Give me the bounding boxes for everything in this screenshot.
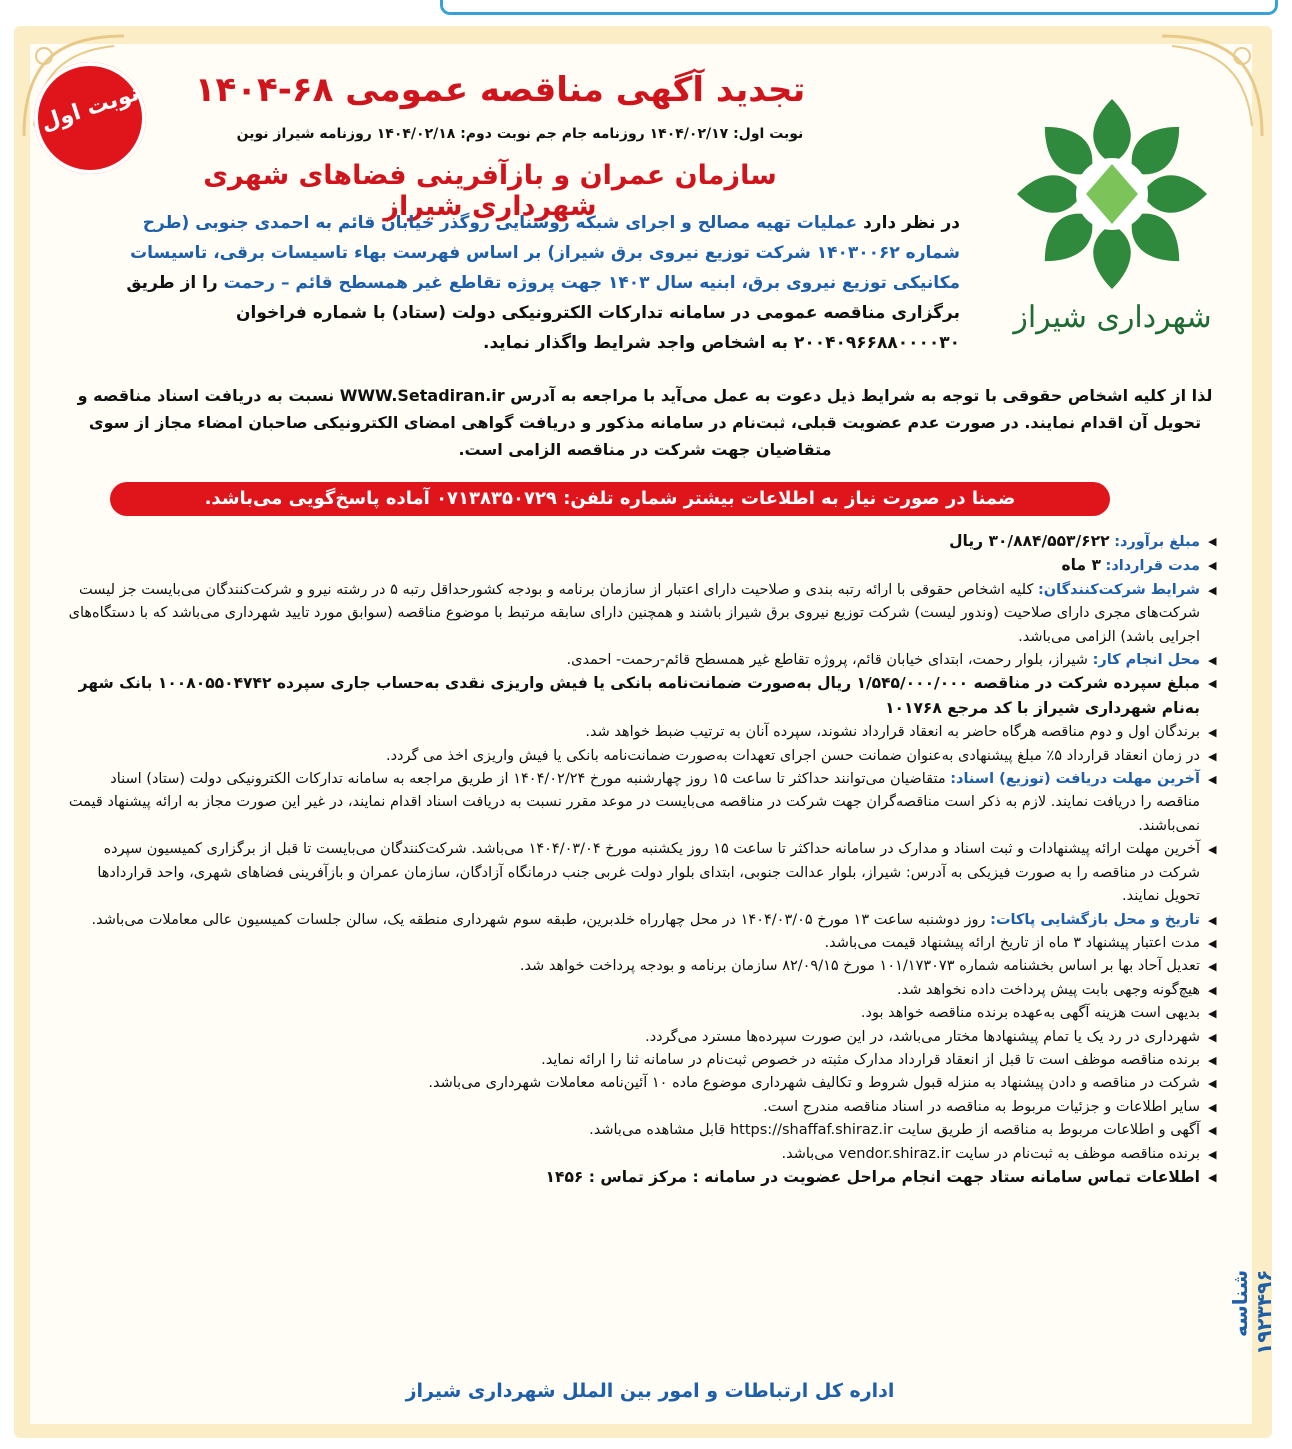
condition-item <box>66 649 1216 672</box>
organization-name: سازمان عمران و بازآفرینی فضاهای شهری شهرداری شیراز <box>203 160 777 222</box>
condition-item <box>66 1049 1216 1072</box>
condition-text: متقاضیان می‌توانند حداکثر تا ساعت ۱۵ روز چهارشنبه مورخ ۱۴۰۴/۰۲/۲۴ از طریق مراجعه به سامانه تدارکات الکترونیکی دولت (ستاد) اسناد مناقصه را دریافت نمایند. لازم به ذکر است مناقصه‌گران جهت شرکت در مناقصه می‌بایست در موعد مقرر نسبت به دریافت اسناد اقدام نمایند، در غیر این صورت مجاز به ارائه پیشنهاد قیمت نمی‌باشند. <box>68 771 1200 834</box>
badge-text: نوبت اول <box>37 80 143 137</box>
condition-item <box>66 530 1216 554</box>
condition-item <box>66 1119 1216 1142</box>
condition-text: مبلغ سپرده شرکت در مناقصه ۱/۵۴۵/۰۰۰/۰۰۰ ریال به‌صورت ضمانت‌نامه بانکی یا فیش واریزی نقدی به‌حساب جاری سپرده ۱۰۰۸۰۵۵۰۴۷۴۲ بانک شهر به‌نام شهرداری شیراز با کد مرجع ۱۰۱۷۶۸ <box>78 674 1200 717</box>
condition-item <box>66 768 1216 838</box>
condition-text: ۳۰/۸۸۴/۵۵۳/۶۲۲ ریال <box>949 532 1110 550</box>
condition-item <box>66 672 1216 721</box>
condition-item <box>66 979 1216 1002</box>
condition-text: اطلاعات تماس سامانه ستاد جهت انجام مراحل عضویت در سامانه : مرکز تماس : ۱۴۵۶ <box>545 1167 1200 1186</box>
footer-department: اداره کل ارتباطات و امور بین الملل شهرداری شیراز <box>405 1380 895 1402</box>
condition-text: مدت اعتبار پیشنهاد ۳ ماه از تاریخ ارائه پیشنهاد قیمت می‌باشد. <box>824 934 1200 951</box>
condition-item <box>66 579 1216 649</box>
condition-text: کلیه اشخاص حقوقی با ارائه رتبه بندی و صلاحیت دارای اعتبار از سازمان برنامه و بودجه کشورحداقل رتبه ۵ در رشته نیرو و شرکت‌کنندگان می‌بایست جز لیست شرکت‌های مجری دارای صلاحیت (وندور لیست) شرکت توزیع نیروی برق شیراز باشند و همچنین دارای سابقه مرتبط با موضوع مناقصه (سوابق مورد تایید شهرداری می‌باشد که با دستگاه‌های اجرایی باشد) الزامی می‌باشد. <box>68 581 1200 645</box>
condition-item <box>66 1026 1216 1049</box>
condition-text: شیراز، بلوار رحمت، ابتدای خیابان قائم، پروژه تقاطع غیر همسطح قائم-رحمت- احمدی. <box>566 652 1088 669</box>
page-title: تجدید آگهی مناقصه عمومی ۶۸-۱۴۰۴ <box>194 70 806 110</box>
condition-text: شهرداری در رد یک یا تمام پیشنهادها مختار می‌باشد، در این صورت سپرده‌ها مسترد می‌گردد. <box>645 1028 1200 1045</box>
condition-label: مدت قرارداد: <box>1105 558 1200 575</box>
conditions-list <box>66 530 1216 1190</box>
ad-id-code: شناسه ۱۹۲۳۴۹۶ <box>1228 1270 1276 1356</box>
condition-text: ۳ ماه <box>1061 556 1101 575</box>
condition-text: برنده مناقصه موظف به ثبت‌نام در سایت vendor.shiraz.ir می‌باشد. <box>781 1145 1200 1162</box>
phone-banner: ضمنا در صورت نیاز به اطلاعات بیشتر شماره تلفن: ۰۷۱۳۸۳۵۰۷۲۹ آماده پاسخ‌گویی می‌باشد. <box>110 482 1110 516</box>
page-top-border <box>440 0 1278 15</box>
intro-paragraph <box>90 208 960 358</box>
invitation-paragraph: لذا از کلیه اشخاص حقوقی با توجه به شرایط ذیل دعوت به عمل می‌آید با مراجعه به آدرس WWW.Setadiran.ir نسبت به دریافت اسناد مناقصه و تحویل آن اقدام نمایند. در صورت عدم عضویت قبلی، ثبت‌نام در سامانه مذکور و دریافت گواهی امضای الکترونیکی صاحبان امضاء مجاز از سوی متقاضیان جهت شرکت در مناقصه الزامی است. <box>77 386 1213 459</box>
condition-text: هیچ‌گونه وجهی بابت پیش پرداخت داده نخواهد شد. <box>896 981 1200 998</box>
publication-dates: نوبت اول: ۱۴۰۴/۰۲/۱۷ روزنامه جام جم نوبت دوم: ۱۴۰۴/۰۲/۱۸ روزنامه شیراز نوین <box>236 126 804 142</box>
condition-item <box>66 1166 1216 1190</box>
condition-item <box>66 955 1216 978</box>
condition-text: سایر اطلاعات و جزئیات مربوط به مناقصه در اسناد مناقصه مندرج است. <box>763 1098 1200 1115</box>
condition-label: محل انجام کار: <box>1092 652 1200 669</box>
intro-project: عملیات تهیه مصالح و اجرای شبکه روشنایی روگذر خیابان قائم به احمدی جنوبی (طرح شماره ۱۴۰۳۰۰۶۲ شرکت توزیع نیروی برق شیراز) بر اساس فهرست بهاء تاسیسات برقی، تاسیسات مکانیکی توزیع نیروی برق، ابنیه سال ۱۴۰۳ جهت پروژه تقاطع غیر همسطح قائم – رحمت <box>130 213 960 293</box>
condition-item <box>66 745 1216 768</box>
condition-item <box>66 1072 1216 1095</box>
logo-caption: شهرداری شیراز <box>1013 300 1212 335</box>
condition-label: آخرین مهلت دریافت (توزیع) اسناد: <box>950 771 1200 788</box>
condition-text: آگهی و اطلاعات مربوط به مناقصه از طریق سایت https://shaffaf.shiraz.ir قابل مشاهده می‌باشد. <box>589 1122 1200 1139</box>
condition-item <box>66 838 1216 908</box>
intro-lead: در نظر دارد <box>863 213 960 233</box>
condition-text: آخرین مهلت ارائه پیشنهادات و ثبت اسناد و مدارک در سامانه حداکثر تا ساعت ۱۵ روز یکشنبه مورخ ۱۴۰۴/۰۳/۰۴ می‌باشد. شرکت‌کنندگان می‌بایست تا قبل از برگزاری کمیسیون سپرده شرکت در مناقصه را به صورت فیزیکی به آدرس: شیراز، بلوار عدالت جنوبی، ابتدای بلوار دولت غربی جنب درمانگاه آزادگان، سازمان عمران و بازآفرینی فضاهای شهری، واحد قراردادها تحویل نمایند. <box>97 841 1200 905</box>
condition-text: روز دوشنبه ساعت ۱۳ مورخ ۱۴۰۴/۰۳/۰۵ در محل چهارراه خلدبرین، طبقه سوم شهرداری منطقه یک، سالن جلسات کمیسیون عالی معاملات می‌باشد. <box>91 911 986 928</box>
condition-item <box>66 1096 1216 1119</box>
condition-label: تاریخ و محل بازگشایی پاکات: <box>990 911 1200 928</box>
condition-item <box>66 1002 1216 1025</box>
condition-label: مبلغ برآورد: <box>1114 534 1200 550</box>
condition-text: شرکت در مناقصه و دادن پیشنهاد به منزله قبول شروط و تکالیف شهرداری موضوع ماده ۱۰ آئین‌نامه معاملات شهرداری می‌باشد. <box>428 1075 1200 1092</box>
condition-text: برنده مناقصه موظف است تا قبل از انعقاد قرارداد مدارک مثبته در خصوص ثبت‌نام در سامانه ثنا را ارائه نماید. <box>541 1051 1200 1068</box>
condition-text: برندگان اول و دوم مناقصه هرگاه حاضر به انعقاد قرارداد نشوند، سپرده آنان به ترتیب ضبط خواهد شد. <box>585 724 1200 741</box>
condition-label: شرایط شرکت‌کنندگان: <box>1037 581 1200 598</box>
condition-text: تعدیل آحاد بها بر اساس بخشنامه شماره ۱۰۱/۱۷۳۰۷۳ مورخ ۸۲/۰۹/۱۵ سازمان برنامه و بودجه پرداخت خواهد شد. <box>519 958 1200 975</box>
condition-item <box>66 554 1216 578</box>
condition-item <box>66 1143 1216 1166</box>
condition-item <box>66 721 1216 744</box>
condition-text: در زمان انعقاد قرارداد ۵٪ مبلغ پیشنهادی به‌عنوان ضمانت حسن اجرای تعهدات به‌صورت ضمانت‌نامه بانکی یا فیش واریزی اخذ می گردد. <box>385 747 1200 764</box>
condition-item <box>66 932 1216 955</box>
first-round-badge <box>34 62 146 174</box>
intro-tail: را از طریق برگزاری مناقصه عمومی در سامانه تدارکات الکترونیکی دولت (ستاد) با شماره فراخوان ۲۰۰۴۰۹۶۶۸۸۰۰۰۰۳۰ به اشخاص واجد شرایط واگذار نماید. <box>126 273 960 353</box>
condition-item <box>66 909 1216 932</box>
condition-text: بدیهی است هزینه آگهی به‌عهده برنده مناقصه خواهد بود. <box>860 1005 1200 1022</box>
